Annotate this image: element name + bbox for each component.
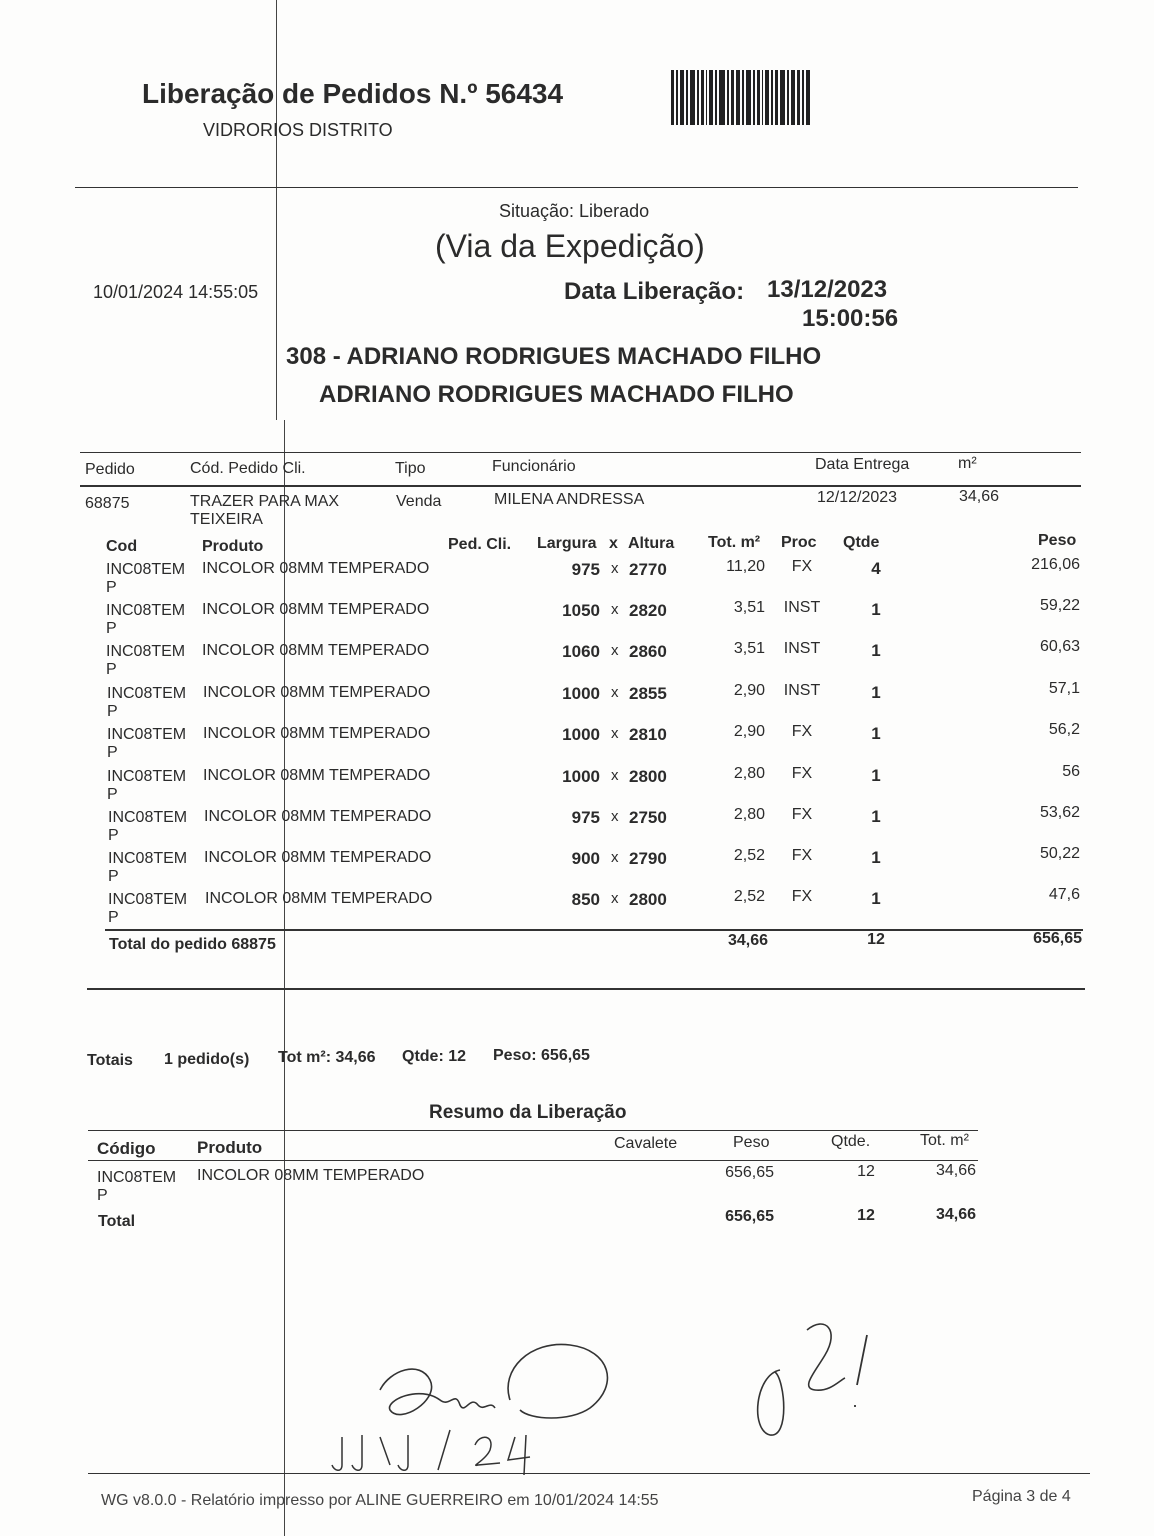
item-qtde: 1 [871,889,881,908]
page-title: Liberação de Pedidos N.º 56434 [142,78,564,109]
item-qtde: 1 [871,600,881,619]
item-cod: INC08TEM [106,602,186,619]
item-produto: INCOLOR 08MM TEMPERADO [204,808,432,825]
resumo-col-produto: Produto [197,1138,263,1157]
item-produto: INCOLOR 08MM TEMPERADO [202,560,430,577]
item-tot: 2,80 [733,765,765,782]
data-entrega: 12/12/2023 [817,489,898,506]
table-row [0,680,1154,726]
item-altura: 2790 [629,849,667,868]
items-col-x: x [609,535,618,552]
item-cod: INC08TEM [108,850,188,867]
resumo-row-cod: INC08TEM [97,1169,177,1186]
resumo-total-label: Total [98,1213,136,1230]
item-cod: INC08TEM [107,685,187,702]
item-x: x [611,601,619,618]
item-largura: 1000 [562,684,600,703]
item-x: x [611,684,619,701]
totais-label: Totais [87,1052,133,1069]
item-qtde: 1 [871,807,881,826]
page-number: Página 3 de 4 [972,1488,1071,1505]
col-data-entrega: Data Entrega [815,456,910,473]
item-cod-suffix: P [107,744,118,761]
item-largura: 1000 [562,725,600,744]
divider [88,1473,1090,1474]
table-row [0,721,1154,767]
item-qtde: 1 [871,766,881,785]
tipo: Venda [396,493,442,510]
handwritten-date-text [352,1432,460,1465]
item-largura: 1000 [562,767,600,786]
item-altura: 2855 [629,684,667,703]
item-tot: 2,90 [733,682,765,699]
handwritten-ok-text [760,1370,800,1404]
item-peso: 59,22 [1039,597,1080,614]
item-peso: 216,06 [1031,556,1080,573]
items-col-ped-cli: Ped. Cli. [448,536,512,553]
item-largura: 1050 [562,601,600,620]
resumo-col-codigo: Código [97,1139,156,1158]
table-row [0,556,1154,602]
company-name: VIDRORIOS DISTRITO [203,120,393,140]
client-name-2: ADRIANO RODRIGUES MACHADO FILHO [319,381,794,408]
totais-peso: Peso: 656,65 [493,1047,590,1064]
item-produto: INCOLOR 08MM TEMPERADO [203,725,431,742]
item-altura: 2750 [629,808,667,827]
order-number: 68875 [85,495,130,512]
items-col-produto: Produto [202,538,264,555]
item-cod-suffix: P [106,620,117,637]
col-cod-pedido-cli: Cód. Pedido Cli. [190,460,306,477]
resumo-col-peso: Peso [733,1134,770,1151]
item-altura: 2800 [629,890,667,909]
items-col-cod: Cod [106,538,138,555]
item-tot: 2,90 [733,723,765,740]
item-largura: 975 [571,560,600,579]
resumo-total-qtde: 12 [857,1207,875,1224]
item-x: x [611,725,619,742]
table-row [0,763,1154,809]
table-row [0,845,1154,891]
item-largura: 975 [571,808,600,827]
data-liberacao-date: 13/12/2023 [767,276,888,303]
totais-pedidos: 1 pedido(s) [164,1051,250,1068]
item-tot: 2,80 [733,806,765,823]
item-peso: 60,63 [1039,638,1080,655]
order-total-m2: 34,66 [727,932,768,949]
col-funcionario: Funcionário [492,458,576,475]
situacao: Situação: Liberado [499,201,650,221]
items-col-proc: Proc [781,534,817,551]
item-peso: 50,22 [1039,845,1080,862]
item-largura: 850 [571,890,600,909]
item-cod: INC08TEM [108,891,188,908]
item-x: x [611,642,619,659]
item-proc: FX [791,765,813,782]
item-proc: INST [783,599,821,616]
item-cod: INC08TEM [107,726,187,743]
items-col-qtde: Qtde [843,534,880,551]
item-cod: INC08TEM [108,809,188,826]
item-qtde: 1 [871,848,881,867]
resumo-row-qtde: 12 [857,1163,875,1180]
divider [75,187,1078,188]
item-altura: 2860 [629,642,667,661]
item-proc: INST [783,640,821,657]
item-cod-suffix: P [108,827,119,844]
item-altura: 2770 [629,560,667,579]
item-altura: 2820 [629,601,667,620]
items-col-altura: Altura [628,535,675,552]
item-qtde: 1 [871,724,881,743]
divider [80,452,1081,453]
item-tot: 11,20 [726,558,765,575]
barcode [671,70,849,125]
item-peso: 56 [1062,763,1080,780]
fold-line [276,0,277,420]
item-x: x [611,808,619,825]
item-cod-suffix: P [108,868,119,885]
item-x: x [611,849,619,866]
order-total-qtde: 12 [867,931,885,948]
item-tot: 2,52 [733,847,765,864]
cod-cli-1: TRAZER PARA MAX [190,493,340,510]
item-x: x [611,767,619,784]
item-tot: 3,51 [733,599,765,616]
item-qtde: 1 [871,641,881,660]
item-cod-suffix: P [107,786,118,803]
client-name: 308 - ADRIANO RODRIGUES MACHADO FILHO [286,343,822,370]
col-pedido: Pedido [85,461,135,478]
divider [88,1160,978,1161]
resumo-row-tot: 34,66 [935,1162,976,1179]
item-largura: 900 [571,849,600,868]
order-total-label: Total do pedido 68875 [109,936,276,953]
order-total-peso: 656,65 [1033,930,1082,947]
item-cod: INC08TEM [106,561,186,578]
m2: 34,66 [959,488,1000,505]
data-liberacao-time: 15:00:56 [802,305,899,332]
item-cod: INC08TEM [107,768,187,785]
item-altura: 2810 [629,725,667,744]
items-col-peso: Peso [1038,532,1077,549]
items-col-tot-m2: Tot. m² [708,534,761,551]
totais-tot-m2: Tot m²: 34,66 [278,1049,376,1066]
item-cod-suffix: P [108,909,119,926]
item-cod-suffix: P [106,661,117,678]
item-produto: INCOLOR 08MM TEMPERADO [202,601,430,618]
via-expedicao: (Via da Expedição) [435,228,705,264]
item-cod-suffix: P [106,579,117,596]
item-tot: 2,52 [733,888,765,905]
item-produto: INCOLOR 08MM TEMPERADO [203,684,431,701]
resumo-total-tot: 34,66 [935,1206,976,1223]
totais-qtde: Qtde: 12 [402,1048,467,1065]
item-proc: FX [791,558,813,575]
resumo-total-peso: 656,65 [725,1208,774,1225]
data-liberacao-label: Data Liberação: [564,278,745,305]
item-proc: FX [791,723,813,740]
item-peso: 53,62 [1039,804,1080,821]
item-qtde: 4 [871,559,881,578]
item-qtde: 1 [871,683,881,702]
col-tipo: Tipo [395,460,426,477]
item-altura: 2800 [629,767,667,786]
item-produto: INCOLOR 08MM TEMPERADO [205,890,433,907]
items-col-largura: Largura [537,535,597,552]
item-tot: 3,51 [733,640,765,657]
item-x: x [611,890,619,907]
item-largura: 1060 [562,642,600,661]
item-peso: 57,1 [1048,680,1080,697]
item-proc: FX [791,888,813,905]
table-row [0,886,1154,932]
item-produto: INCOLOR 08MM TEMPERADO [202,642,430,659]
divider [80,485,1081,487]
cod-cli-2: TEIXEIRA [190,511,263,528]
resumo-col-tot: Tot. m² [920,1132,969,1149]
resumo-row-produto: INCOLOR 08MM TEMPERADO [197,1167,425,1184]
resumo-row-peso: 656,65 [725,1164,774,1181]
footer-printed-by: WG v8.0.0 - Relatório impresso por ALINE GUERREIRO em 10/01/2024 14:55 [101,1492,659,1509]
resumo-title: Resumo da Liberação [429,1102,627,1123]
divider [88,1130,978,1131]
resumo-row-cod-suffix: P [97,1187,108,1204]
item-x: x [611,560,619,577]
table-row [0,804,1154,850]
item-cod: INC08TEM [106,643,186,660]
item-proc: FX [791,847,813,864]
item-cod-suffix: P [107,703,118,720]
print-datetime: 10/01/2024 14:55:05 [93,282,259,302]
col-m2: m² [958,455,977,472]
item-peso: 47,6 [1048,886,1080,903]
funcionario: MILENA ANDRESSA [494,491,645,508]
table-row [0,597,1154,643]
table-row [0,638,1154,684]
item-produto: INCOLOR 08MM TEMPERADO [203,767,431,784]
resumo-col-cavalete: Cavalete [614,1135,678,1152]
item-produto: INCOLOR 08MM TEMPERADO [204,849,432,866]
item-proc: FX [791,806,813,823]
item-peso: 56,2 [1048,721,1080,738]
item-proc: INST [783,682,821,699]
divider [105,929,1083,931]
divider [87,988,1085,990]
resumo-col-qtde: Qtde. [831,1133,871,1150]
